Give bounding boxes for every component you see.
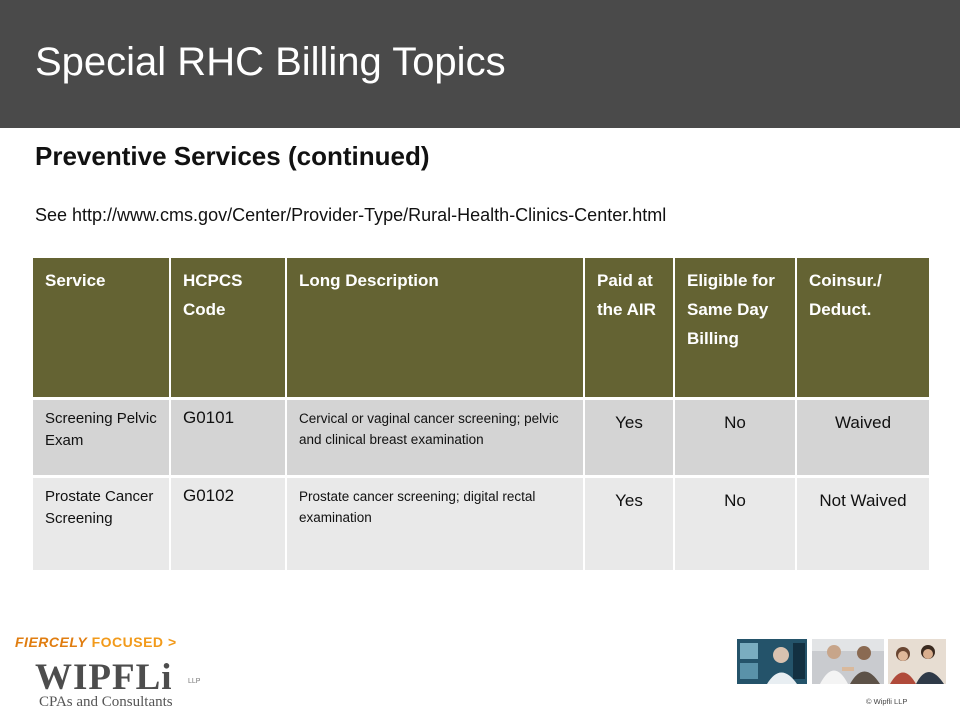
title-bar: [0, 0, 960, 128]
cell-hcpcs-code: G0102: [170, 476, 286, 570]
medical-imaging-photo: [737, 639, 807, 684]
doctor-consultation-photo: [812, 639, 884, 684]
cell-long-description: Cervical or vaginal cancer screening; pelvic and clinical breast examination: [286, 398, 584, 476]
business-meeting-photo: [888, 639, 946, 684]
table-row: [33, 398, 929, 476]
logo-wordmark: WIPFLi: [35, 657, 173, 698]
cell-hcpcs-code: G0101: [170, 398, 286, 476]
header-service: Service: [33, 258, 170, 398]
section-subtitle: Preventive Services (continued): [35, 141, 430, 171]
cell-same-day-billing: No: [674, 398, 796, 476]
table-row: [33, 476, 929, 570]
cell-paid-at-air: Yes: [584, 398, 674, 476]
slide-title: Special RHC Billing Topics: [35, 40, 506, 84]
tagline-focused: FOCUSED: [91, 634, 164, 650]
tagline-fiercely: FIERCELY: [15, 634, 88, 650]
header-paid-at-air: Paid at the AIR: [584, 258, 674, 398]
preventive-services-table: [33, 258, 929, 570]
cell-coinsurance-deductible: Waived: [796, 398, 929, 476]
wipfli-logo: [15, 634, 215, 714]
logo-llp: LLP: [188, 678, 201, 685]
header-same-day-billing: Eligible for Same Day Billing: [674, 258, 796, 398]
cell-paid-at-air: Yes: [584, 476, 674, 570]
cell-service: Prostate Cancer Screening: [33, 476, 170, 570]
cell-same-day-billing: No: [674, 476, 796, 570]
header-hcpcs-code: HCPCS Code: [170, 258, 286, 398]
header-long-description: Long Description: [286, 258, 584, 398]
cell-long-description: Prostate cancer screening; digital rectal examination: [286, 476, 584, 570]
cell-coinsurance-deductible: Not Waived: [796, 476, 929, 570]
logo-subtitle: CPAs and Consultants: [39, 694, 173, 710]
table-header-row: [33, 258, 929, 398]
logo-tagline: [15, 634, 177, 650]
header-coinsurance-deductible: Coinsur./ Deduct.: [796, 258, 929, 398]
cell-service: Screening Pelvic Exam: [33, 398, 170, 476]
tagline-arrow: >: [167, 634, 177, 650]
reference-link-text: See http://www.cms.gov/Center/Provider-Type/Rural-Health-Clinics-Center.html: [35, 205, 667, 225]
copyright-notice: © Wipfli LLP: [866, 697, 908, 706]
